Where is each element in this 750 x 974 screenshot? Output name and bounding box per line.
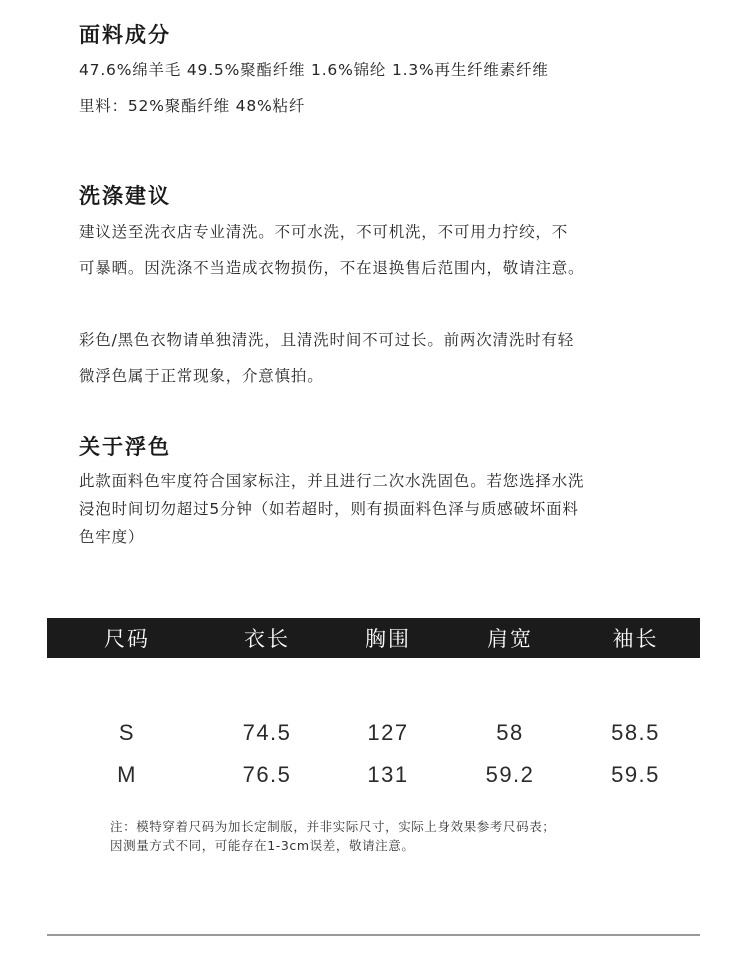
washing-paragraph-line: 可暴晒。因洗涤不当造成衣物损伤，不在退换售后范围内，敬请注意。 (79, 259, 585, 277)
size-note (110, 817, 710, 855)
cell-sleeve: 58.5 (611, 720, 660, 745)
table-row (47, 658, 700, 748)
washing-section (79, 181, 699, 394)
header-length: 衣长 (244, 627, 290, 651)
cell-length: 74.5 (242, 720, 292, 745)
size-table-header-row (47, 618, 700, 658)
header-sleeve: 袖长 (612, 627, 659, 651)
fading-title: 关于浮色 (79, 435, 171, 459)
washing-paragraph-line: 微浮色属于正常现象，介意慎拍。 (79, 367, 324, 385)
cell-sleeve: 59.5 (611, 762, 660, 787)
cell-size: S (118, 720, 136, 745)
washing-paragraph-line: 建议送至洗衣店专业清洗。不可水洗，不可机洗，不可用力拧绞，不 (79, 223, 569, 241)
material-title: 面料成分 (79, 23, 171, 47)
lining-composition: 里料：52%聚酯纤维 48%粘纤 (79, 97, 306, 115)
header-shoulder: 肩宽 (487, 627, 533, 651)
header-chest: 胸围 (365, 627, 411, 651)
fading-section (79, 432, 699, 551)
size-table (47, 618, 700, 802)
cell-shoulder: 58 (496, 720, 524, 745)
cell-size: M (117, 762, 137, 787)
material-section (79, 20, 699, 124)
table-row (47, 748, 700, 802)
washing-paragraph-line: 彩色/黑色衣物请单独清洗，且清洗时间不可过长。前两次清洗时有轻 (79, 331, 575, 349)
cell-chest: 127 (367, 720, 409, 745)
fading-paragraph-line: 色牢度） (79, 528, 145, 546)
cell-shoulder: 59.2 (485, 762, 535, 787)
cell-chest: 131 (367, 762, 409, 787)
bottom-divider (47, 934, 700, 936)
note-line: 因测量方式不同，可能存在1-3cm误差，敬请注意。 (110, 838, 415, 853)
note-line: 注：模特穿着尺码为加长定制版，并非实际尺寸，实际上身效果参考尺码表； (110, 819, 556, 834)
header-size: 尺码 (104, 627, 150, 651)
material-composition: 47.6%绵羊毛 49.5%聚酯纤维 1.6%锦纶 1.3%再生纤维素纤维 (79, 61, 549, 79)
fading-paragraph-line: 此款面料色牢度符合国家标注，并且进行二次水洗固色。若您选择水洗 (79, 472, 585, 490)
cell-length: 76.5 (242, 762, 292, 787)
fading-paragraph-line: 浸泡时间切勿超过5分钟（如若超时，则有损面料色泽与质感破坏面料 (79, 500, 579, 518)
washing-title: 洗涤建议 (79, 184, 171, 208)
